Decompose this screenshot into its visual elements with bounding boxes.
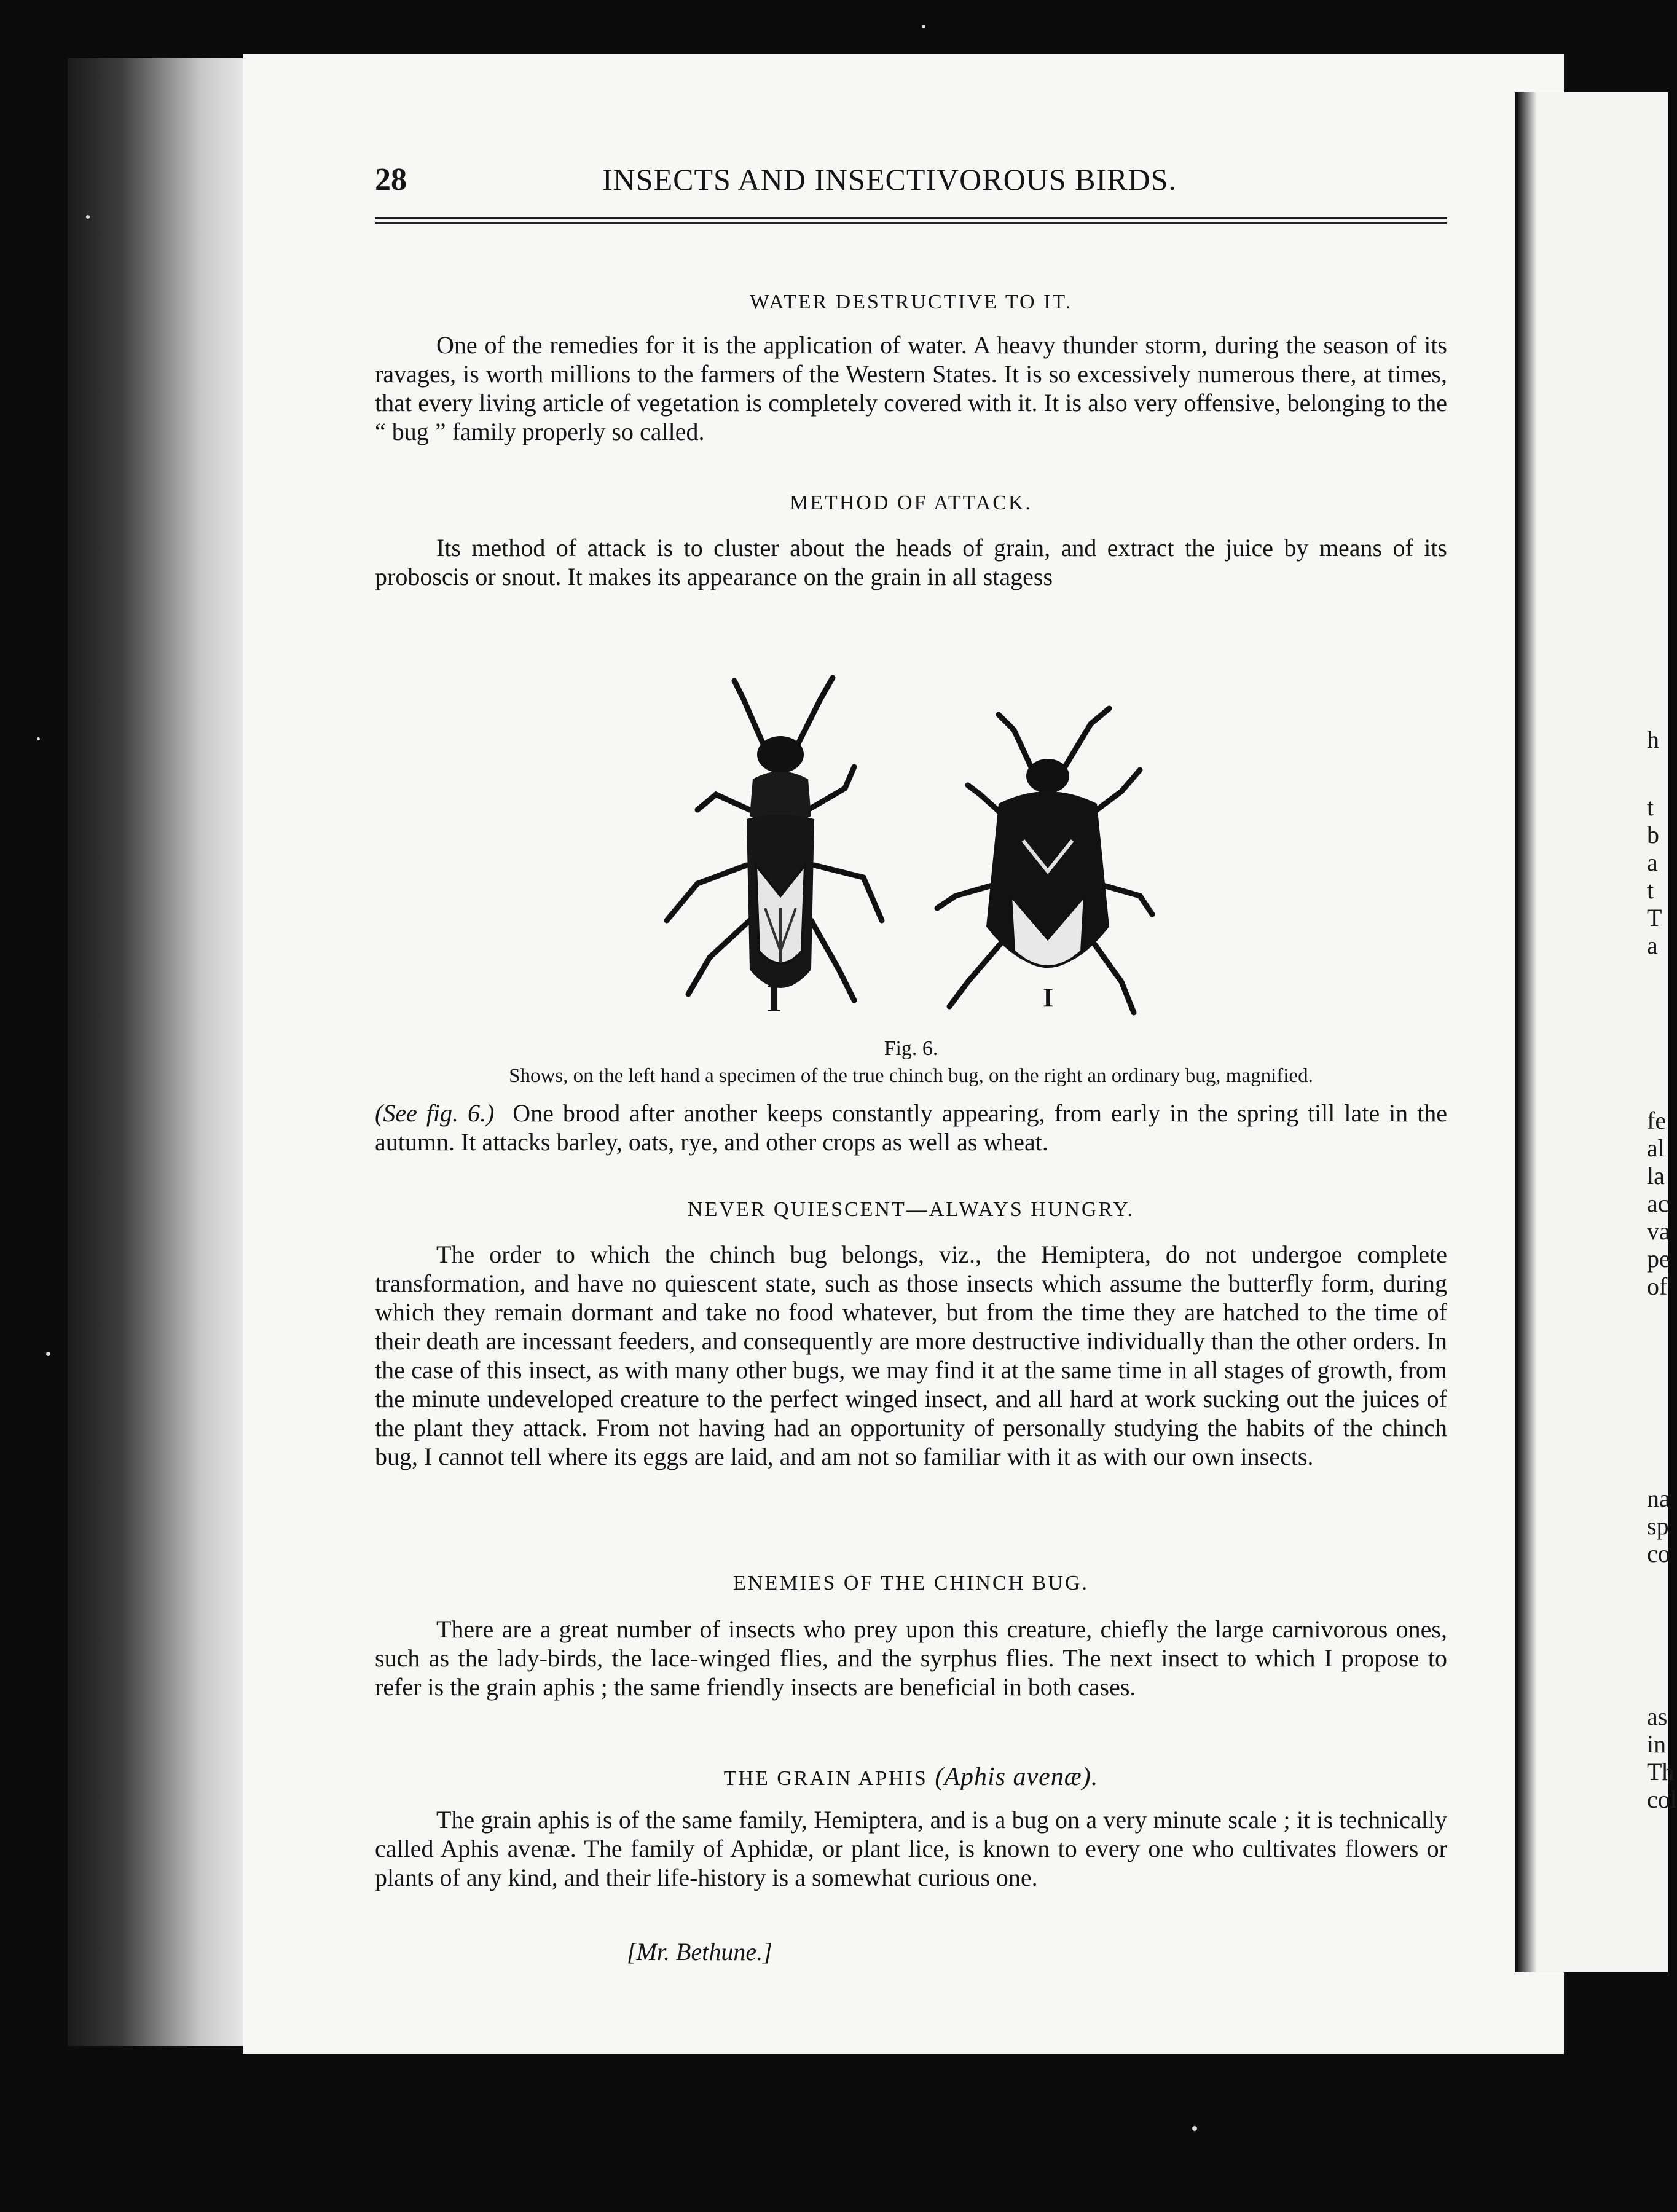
facing-fragment: of xyxy=(1647,1273,1668,1300)
facing-fragment: sp xyxy=(1647,1512,1669,1540)
paragraph-quiescent: The order to which the chinch bug belongs, viz., the Hemiptera, do not undergoe complete transformation, and have no quiescent state, such as those insects which assume the butterfly form, during which they remain dormant and take no food whatever, but from the time they are hatched to the time of their death are incessant feeders, and consequently are more destructive individually than the other orders. In the case of this insect, as with many other bugs, we may find it at the same time in all stages of growth, from the minute undeveloped creature to the perfect winged insect, and all hard at work sucking out the juices of the plant they attack. From not having had an opportunity of personally studying the habits of the chinch bug, I cannot tell where its eggs are laid, and am not so familiar with it as with our own insects. xyxy=(375,1241,1447,1470)
figure-mark-left: I xyxy=(766,976,782,1020)
facing-fragment: t xyxy=(1647,793,1654,821)
facing-fragment: la xyxy=(1647,1162,1665,1190)
paragraph-after-figure xyxy=(375,1099,1447,1156)
facing-fragment: fe xyxy=(1647,1107,1667,1134)
section-heading-aphis-latin: (Aphis avenæ). xyxy=(935,1763,1099,1791)
facing-fragment: pe xyxy=(1647,1245,1670,1273)
section-heading-aphis xyxy=(375,1762,1447,1792)
page-header xyxy=(375,162,1450,211)
paragraph-aphis: The grain aphis is of the same family, Hemiptera, and is a bug on a very minute scale ; it is technically called Aphis avenæ. The family of Aphidæ, or plant lice, is known to every one who cultivates flowers or plants of any kind, and their life-history is a somewhat curious one. xyxy=(375,1806,1447,1891)
figure-bugs xyxy=(624,662,1214,1043)
figure-label: Fig. 6. xyxy=(884,1037,938,1060)
facing-fragment: va xyxy=(1647,1217,1670,1245)
section-heading-enemies: ENEMIES OF THE CHINCH BUG. xyxy=(733,1572,1089,1594)
facing-fragment: h xyxy=(1647,726,1659,753)
page-number: 28 xyxy=(375,162,407,197)
header-rule-top xyxy=(375,217,1447,219)
attribution: [Mr. Bethune.] xyxy=(627,1938,772,1966)
book-page-stack xyxy=(68,58,246,2046)
section-heading-quiescent: NEVER QUIESCENT—ALWAYS HUNGRY. xyxy=(688,1198,1134,1221)
facing-fragment: ac xyxy=(1647,1190,1669,1217)
scan-speck xyxy=(46,1352,50,1356)
facing-fragment: al xyxy=(1647,1134,1665,1162)
section-heading-attack: METHOD OF ATTACK. xyxy=(790,492,1032,514)
paragraph-after-figure-text: One brood after another keeps constantly appearing, from early in the spring till late in the autumn. It attacks barley, oats, rye, and other crops as well as wheat. xyxy=(375,1099,1448,1156)
facing-fragment: co xyxy=(1647,1540,1670,1567)
section-heading-water: WATER DESTRUCTIVE TO IT. xyxy=(749,291,1073,313)
scan-speck xyxy=(922,25,925,28)
facing-fragment: in xyxy=(1647,1730,1667,1758)
scan-speck xyxy=(37,737,40,740)
facing-fragment: Th xyxy=(1647,1758,1675,1786)
facing-fragment: na xyxy=(1647,1484,1670,1512)
book-page xyxy=(243,54,1564,2054)
facing-fragment: a xyxy=(1647,931,1658,959)
facing-fragment: t xyxy=(1647,876,1654,904)
figure-reference: (See fig. 6.) xyxy=(375,1099,495,1127)
paragraph-water: One of the remedies for it is the application of water. A heavy thunder storm, during the season of its ravages, is worth millions to the farmers of the Western States. It is so excessively numerous there, at times, that every living article of vegetation is completely covered with it. It is also very offensive, belonging to the “ bug ” family properly so called. xyxy=(375,331,1447,445)
paragraph-enemies: There are a great number of insects who prey upon this creature, chiefly the large carnivorous ones, such as the lady-birds, the lace-winged flies, and the syrphus flies. The next insect to which I propose to refer is the grain aphis ; the same friendly insects are beneficial in both cases. xyxy=(375,1615,1447,1701)
facing-fragment: as xyxy=(1647,1703,1668,1730)
facing-fragment: a xyxy=(1647,849,1658,876)
facing-fragment: b xyxy=(1647,821,1659,849)
scan-speck xyxy=(1192,2126,1197,2131)
facing-page-fragments xyxy=(1512,92,1677,1972)
paragraph-attack: Its method of attack is to cluster about the heads of grain, and extract the juice by means of its proboscis or snout. It makes its appearance on the grain in all stagess xyxy=(375,534,1447,590)
figure-caption: Shows, on the left hand a specimen of the true chinch bug, on the right an ordinary bug, magnified. xyxy=(509,1065,1313,1087)
facing-fragment: T xyxy=(1647,904,1662,931)
facing-fragment: col xyxy=(1647,1786,1677,1813)
header-rule-bottom xyxy=(375,222,1447,224)
chinch-bug-illustration xyxy=(624,662,1214,1043)
running-title: INSECTS AND INSECTIVOROUS BIRDS. xyxy=(602,162,1177,197)
scan-speck xyxy=(86,215,90,219)
figure-mark-right: I xyxy=(1043,982,1054,1013)
section-heading-aphis-title: THE GRAIN APHIS xyxy=(723,1767,928,1790)
